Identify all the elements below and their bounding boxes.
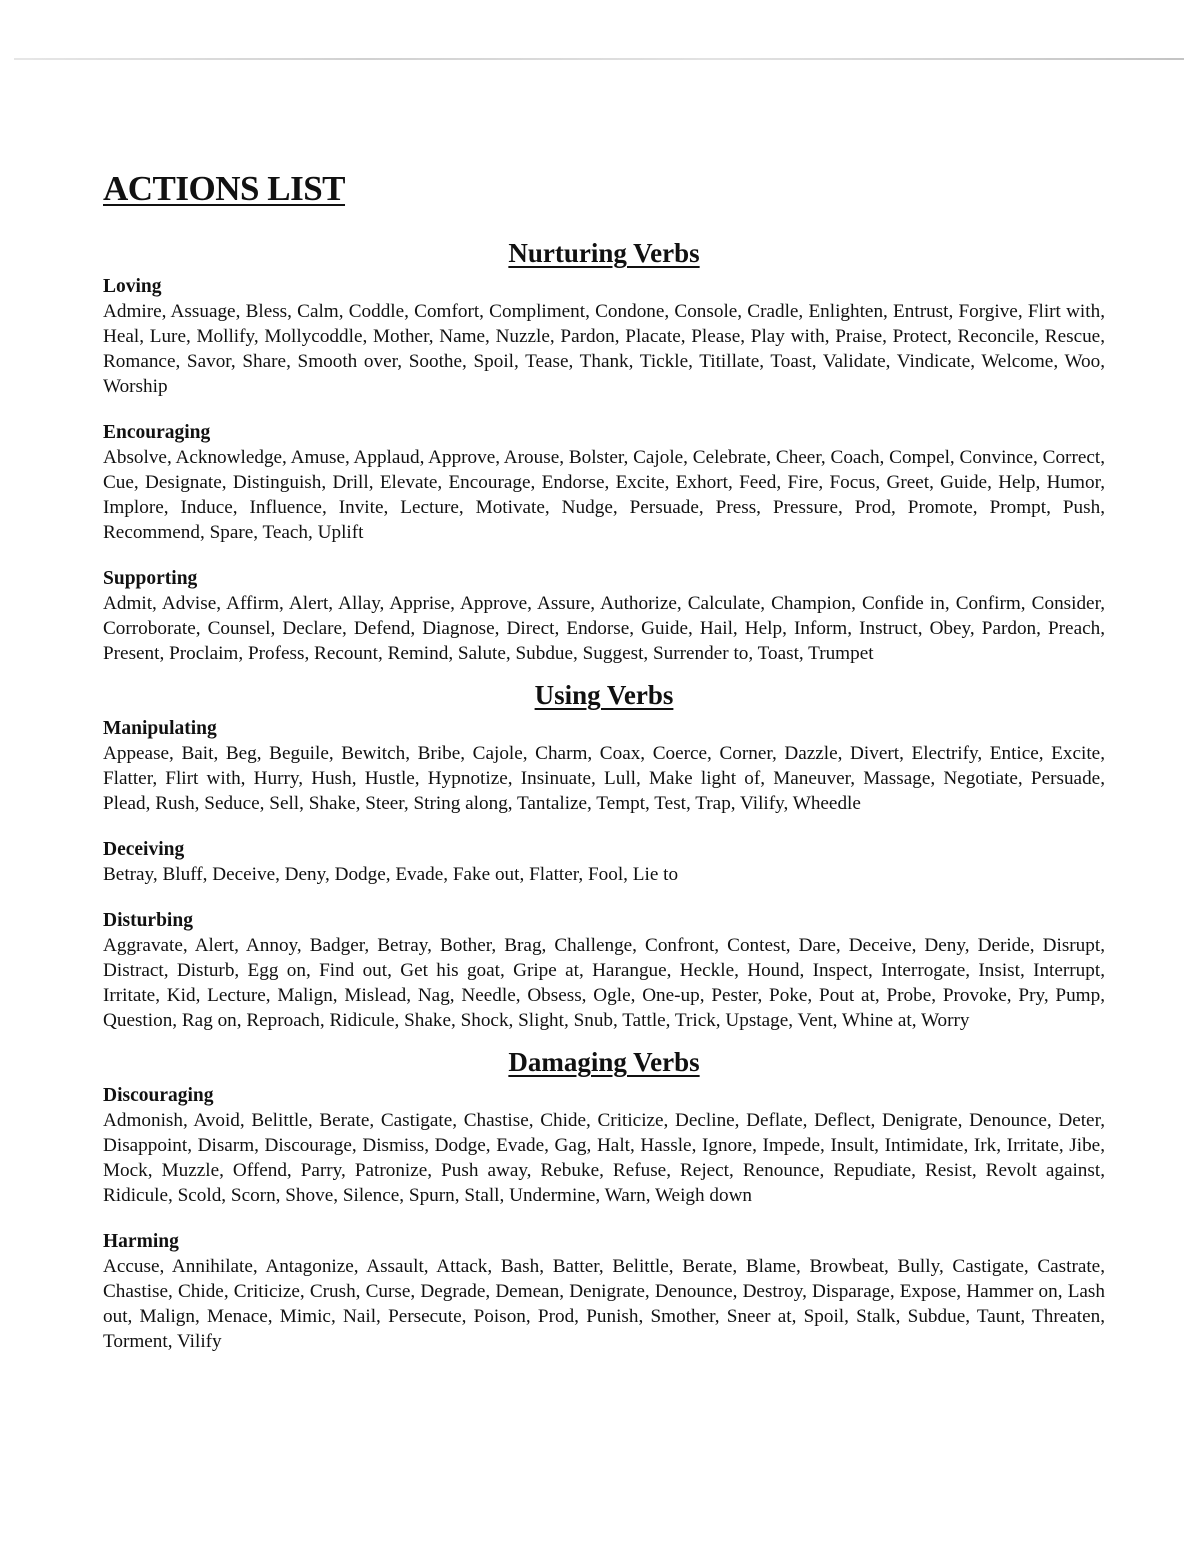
category-encouraging — [103, 420, 1105, 545]
verb-list: Aggravate, Alert, Annoy, Badger, Betray, Bother, Brag, Challenge, Confront, Contest, Dare, Deceive, Deny, Deride, Disrupt, Distract, Disturb, Egg on, Find out, Get his goat, Gripe at, Harangue, Heckle, Hound, Inspect, Interrogate, Insist, Interrupt, Irritate, Kid, Lecture, Malign, Mislead, Nag, Needle, Obsess, Ogle, One-up, Pester, Poke, Pout at, Probe, Provoke, Pry, Pump, Question, Rag on, Reproach, Ridicule, Shake, Shock, Slight, Snub, Tattle, Trick, Upstage, Vent, Whine at, Worry — [103, 935, 1105, 1031]
category-name: Disturbing — [103, 910, 193, 931]
verb-list: Accuse, Annihilate, Antagonize, Assault, Attack, Bash, Batter, Belittle, Berate, Blame, Browbeat, Bully, Castigate, Castrate, Chastise, Chide, Criticize, Crush, Curse, Degrade, Demean, Denigrate, Denounce, Destroy, Disparage, Expose, Hammer on, Lash out, Malign, Menace, Mimic, Nail, Persecute, Poison, Prod, Punish, Smother, Sneer at, Spoil, Stalk, Subdue, Taunt, Threaten, Torment, Vilify — [103, 1256, 1105, 1352]
category-name: Loving — [103, 276, 162, 297]
verb-list: Admire, Assuage, Bless, Calm, Coddle, Comfort, Compliment, Condone, Console, Cradle, Enlighten, Entrust, Forgive, Flirt with, Heal, Lure, Mollify, Mollycoddle, Mother, Name, Nuzzle, Pardon, Placate, Please, Play with, Praise, Protect, Reconcile, Rescue, Romance, Savor, Share, Smooth over, Soothe, Spoil, Tease, Thank, Tickle, Titillate, Toast, Validate, Vindicate, Welcome, Woo, Worship — [103, 301, 1105, 397]
category-name: Supporting — [103, 568, 198, 589]
category-name: Deceiving — [103, 839, 185, 860]
category-deceiving — [103, 837, 1105, 887]
category-discouraging — [103, 1083, 1105, 1208]
verb-list: Admonish, Avoid, Belittle, Berate, Castigate, Chastise, Chide, Criticize, Decline, Deflate, Deflect, Denigrate, Denounce, Deter, Disappoint, Disarm, Discourage, Dismiss, Dodge, Evade, Gag, Halt, Hassle, Ignore, Impede, Insult, Intimidate, Irk, Irritate, Jibe, Mock, Muzzle, Offend, Parry, Patronize, Push away, Rebuke, Refuse, Reject, Renounce, Repudiate, Resist, Revolt against, Ridicule, Scold, Scorn, Shove, Silence, Spurn, Stall, Undermine, Warn, Weigh down — [103, 1110, 1105, 1206]
category-harming — [103, 1229, 1105, 1354]
category-name: Discouraging — [103, 1085, 214, 1106]
scan-edge — [14, 58, 1184, 60]
verb-list: Betray, Bluff, Deceive, Deny, Dodge, Evade, Fake out, Flatter, Fool, Lie to — [103, 864, 679, 885]
category-name: Encouraging — [103, 422, 211, 443]
document-page — [103, 168, 1105, 1354]
section-heading: Nurturing Verbs — [508, 238, 700, 268]
document-title: ACTIONS LIST — [103, 169, 346, 208]
section-damaging-verbs — [103, 1045, 1105, 1354]
section-nurturing-verbs — [103, 236, 1105, 666]
verb-list: Admit, Advise, Affirm, Alert, Allay, Apprise, Approve, Assure, Authorize, Calculate, Champion, Confide in, Confirm, Consider, Corroborate, Counsel, Declare, Defend, Diagnose, Direct, Endorse, Guide, Hail, Help, Inform, Instruct, Obey, Pardon, Preach, Present, Proclaim, Profess, Recount, Remind, Salute, Subdue, Suggest, Surrender to, Toast, Trumpet — [103, 593, 1105, 664]
category-name: Harming — [103, 1231, 179, 1252]
category-disturbing — [103, 908, 1105, 1033]
section-using-verbs — [103, 678, 1105, 1033]
section-heading: Using Verbs — [534, 680, 674, 710]
category-manipulating — [103, 716, 1105, 816]
verb-list: Absolve, Acknowledge, Amuse, Applaud, Approve, Arouse, Bolster, Cajole, Celebrate, Cheer, Coach, Compel, Convince, Correct, Cue, Designate, Distinguish, Drill, Elevate, Encourage, Endorse, Excite, Exhort, Feed, Fire, Focus, Greet, Guide, Help, Humor, Implore, Induce, Influence, Invite, Lecture, Motivate, Nudge, Persuade, Press, Pressure, Prod, Promote, Prompt, Push, Recommend, Spare, Teach, Uplift — [103, 447, 1105, 543]
category-name: Manipulating — [103, 718, 217, 739]
category-loving — [103, 274, 1105, 399]
verb-list: Appease, Bait, Beg, Beguile, Bewitch, Bribe, Cajole, Charm, Coax, Coerce, Corner, Dazzle, Divert, Electrify, Entice, Excite, Flatter, Flirt with, Hurry, Hush, Hustle, Hypnotize, Insinuate, Lull, Make light of, Maneuver, Massage, Negotiate, Persuade, Plead, Rush, Seduce, Sell, Shake, Steer, String along, Tantalize, Tempt, Test, Trap, Vilify, Wheedle — [103, 743, 1105, 814]
section-heading: Damaging Verbs — [508, 1047, 700, 1077]
category-supporting — [103, 566, 1105, 666]
